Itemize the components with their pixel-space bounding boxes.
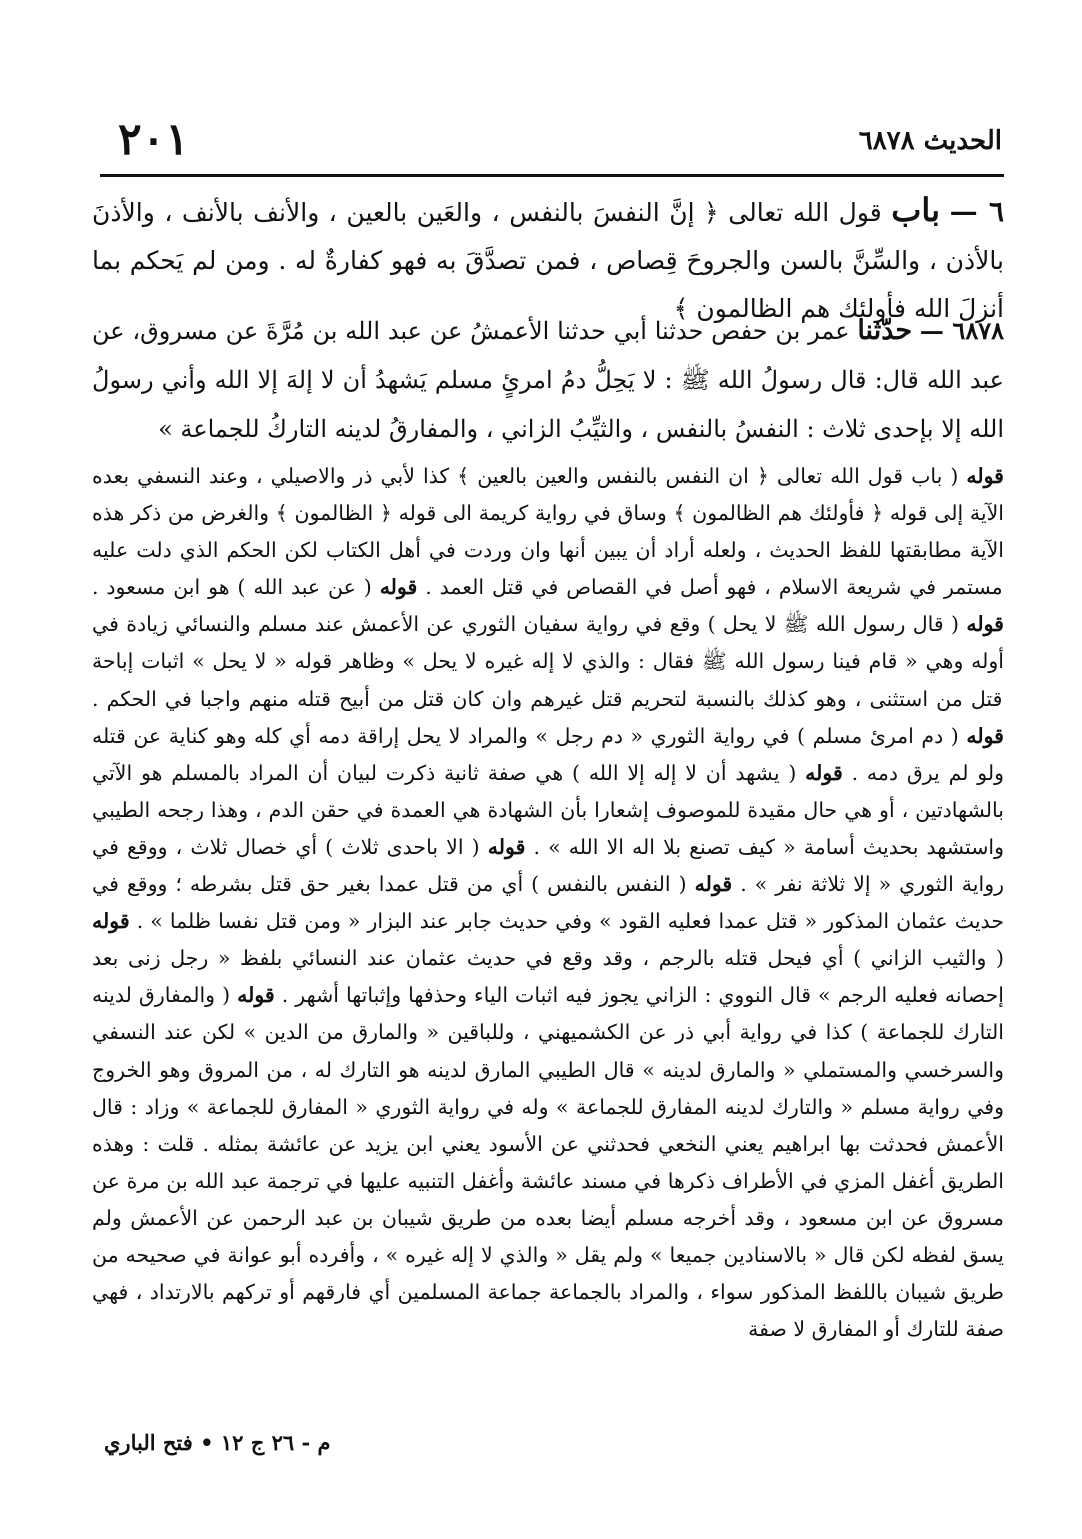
page-header xyxy=(100,112,1002,168)
qawluh-label: قوله xyxy=(694,872,733,897)
commentary-text: ( باب قول الله تعالى ﴿ ان النفس بالنفس والعين بالعين ﴾ كذا لأبي ذر والاصيلي ، وعند النسفي بعده الآية إلى قوله ﴿ فأولئك هم الظالمون ﴾ وساق في رواية كريمة الى قوله ﴿ الظالمون ﴾ والغرض من ذكر هذه الآية مطابقتها للفظ الحديث ، ولعله أراد أن يبين أنها وان وردت في أهل الكتاب لكن الحكم الذي دلت عليه مستمر في شريعة الاسلام ، فهو أصل في القصاص في قتل العمد . xyxy=(92,464,1004,600)
qawluh-label: قوله xyxy=(237,983,275,1008)
qawluh-label: قوله xyxy=(805,760,843,785)
page-number: ٢٠١ xyxy=(118,114,189,165)
qawluh-label: قوله xyxy=(966,723,1004,748)
running-title: الحديث ٦٨٧٨ xyxy=(858,126,1002,156)
hadith-number: ٦٨٧٨ — xyxy=(919,316,1004,345)
hadith-body: عمر بن حفص حدثنا أبي حدثنا الأعمشُ عن عبد الله بن مُرَّةَ عن مسروق، عن عبد الله قال: قال رسولُ الله ﷺ : لا يَحِلُّ دمُ امرئٍ مسلم يَشهدُ أن لا إلهَ إلا الله وأني رسولُ الله إلا بإحدى ثلاث : النفسُ بالنفس ، والثيِّبُ الزاني ، والمفارقُ لدينه التاركُ للجماعة » xyxy=(92,317,1004,443)
commentary-text: ( يشهد أن لا إله إلا الله ) هي صفة ثانية ذكرت لبيان أن المراد بالمسلم هو الآتي بالشهادتين ، أو هي حال مقيدة للموصوف إشعارا بأن الشهادة هي العمدة في حقن الدم ، وهذا رجحه الطيبي واستشهد بحديث أسامة « كيف تصنع بلا اله الا الله » . xyxy=(92,760,1004,859)
commentary-segment xyxy=(92,983,1004,1341)
qawluh-label: قوله xyxy=(487,834,526,859)
qawluh-label: قوله xyxy=(379,575,418,600)
bab-label: باب xyxy=(891,191,941,229)
chapter-number: ٦ — xyxy=(949,195,1005,228)
commentary-text: ( عن عبد الله ) هو ابن مسعود . xyxy=(92,575,380,600)
commentary xyxy=(92,458,1004,1348)
commentary-text: ( النفس بالنفس ) أي من قتل عمدا بغير حق قتل بشرطه ؛ ووقع في حديث عثمان المذكور « قتل عمدا فعليه القود » وفي حديث جابر عند البزار « ومن قتل نفسا ظلما » . xyxy=(92,872,1004,934)
commentary-text: ( دم امرئ مسلم ) في رواية الثوري « دم رجل » والمراد لا يحل إراقة دمه أي كله وهو كناية عن قتله ولو لم يرق دمه . xyxy=(92,723,1004,785)
qawluh-label: قوله xyxy=(92,909,130,934)
commentary-text: ( والثيب الزاني ) أي فيحل قتله بالرجم ، وقد وقع في حديث عثمان عند النسائي بلفظ « رجل زنى بعد إحصانه فعليه الرجم » قال النووي : الزاني يجوز فيه اثبات الياء وحذفها وإثباتها أشهر . xyxy=(92,946,1004,1008)
commentary-text: ( والمفارق لدينه التارك للجماعة ) كذا في رواية أبي ذر عن الكشميهني ، وللباقين « والمارق من الدين » لكن عند النسفي والسرخسي والمستملي « والمارق لدينه » قال الطيبي المارق لدينه هو التارك له ، من المروق وهو الخروج وفي رواية مسلم « والتارك لدينه المفارق للجماعة » وله في رواية الثوري « المفارق للجماعة » وزاد : قال الأعمش فحدثت بها ابراهيم يعني النخعي فحدثني عن الأسود يعني ابن يزيد عن عائشة بمثله . قلت : وهذه الطريق أغفل المزي في الأطراف ذكرها في مسند عائشة وأغفل التنبيه عليها في ترجمة عبد الله بن مرة عن مسروق عن ابن مسعود ، وقد أخرجه مسلم أيضا بعده من طريق شيبان بن عبد الرحمن عن الأعمش ولم يسق لفظه لكن قال « بالاسنادين جميعا » ولم يقل « والذي لا إله غيره » ، وأفرده أبو عوانة في صحيحه من طريق شيبان باللفظ المذكور سواء ، والمراد بالجماعة جماعة المسلمين أي فارقهم أو تركهم بالارتداد ، فهي صفة للتارك أو المفارق لا صفة xyxy=(92,983,1004,1342)
chapter-text: قول الله تعالى ﴿ إنَّ النفسَ بالنفس ، والعَين بالعين ، والأنف بالأنف ، والأذنَ بالأذن ، والسِّنَّ بالسن والجروحَ قِصاص ، فمن تصدَّقَ به فهو كفارةٌ له . ومن لم يَحكم بما أنزلَ الله فأولئك هم الظالمون ﴾ xyxy=(92,198,1004,323)
haddathana-label: حدّثنا xyxy=(857,315,913,346)
commentary-text: ( الا باحدى ثلاث ) أي خصال ثلاث ، ووقع في رواية الثوري « إلا ثلاثة نفر » . xyxy=(92,834,1004,897)
qawluh-label: قوله xyxy=(966,464,1004,488)
commentary-segment xyxy=(92,612,1004,710)
commentary-segment xyxy=(92,575,417,599)
footer-signature: م - ٢٦ ج ١٢ • فتح الباري xyxy=(104,1430,331,1455)
hadith-text xyxy=(92,306,1004,454)
commentary-text: ( قال رسول الله ﷺ لا يحل ) وقع في رواية سفيان الثوري عن الأعمش عند مسلم والنسائي زيادة في أوله وهي « قام فينا رسول الله ﷺ فقال : والذي لا إله غيره لا يحل » وظاهر قوله « لا يحل » اثبات إباحة قتل من استثنى ، وهو كذلك بالنسبة لتحريم قتل غيرهم وان كان قتل من أبيح قتله منهم واجبا في الحكم . xyxy=(92,612,1004,711)
qawluh-label: قوله xyxy=(966,612,1004,637)
header-rule xyxy=(100,174,1004,177)
